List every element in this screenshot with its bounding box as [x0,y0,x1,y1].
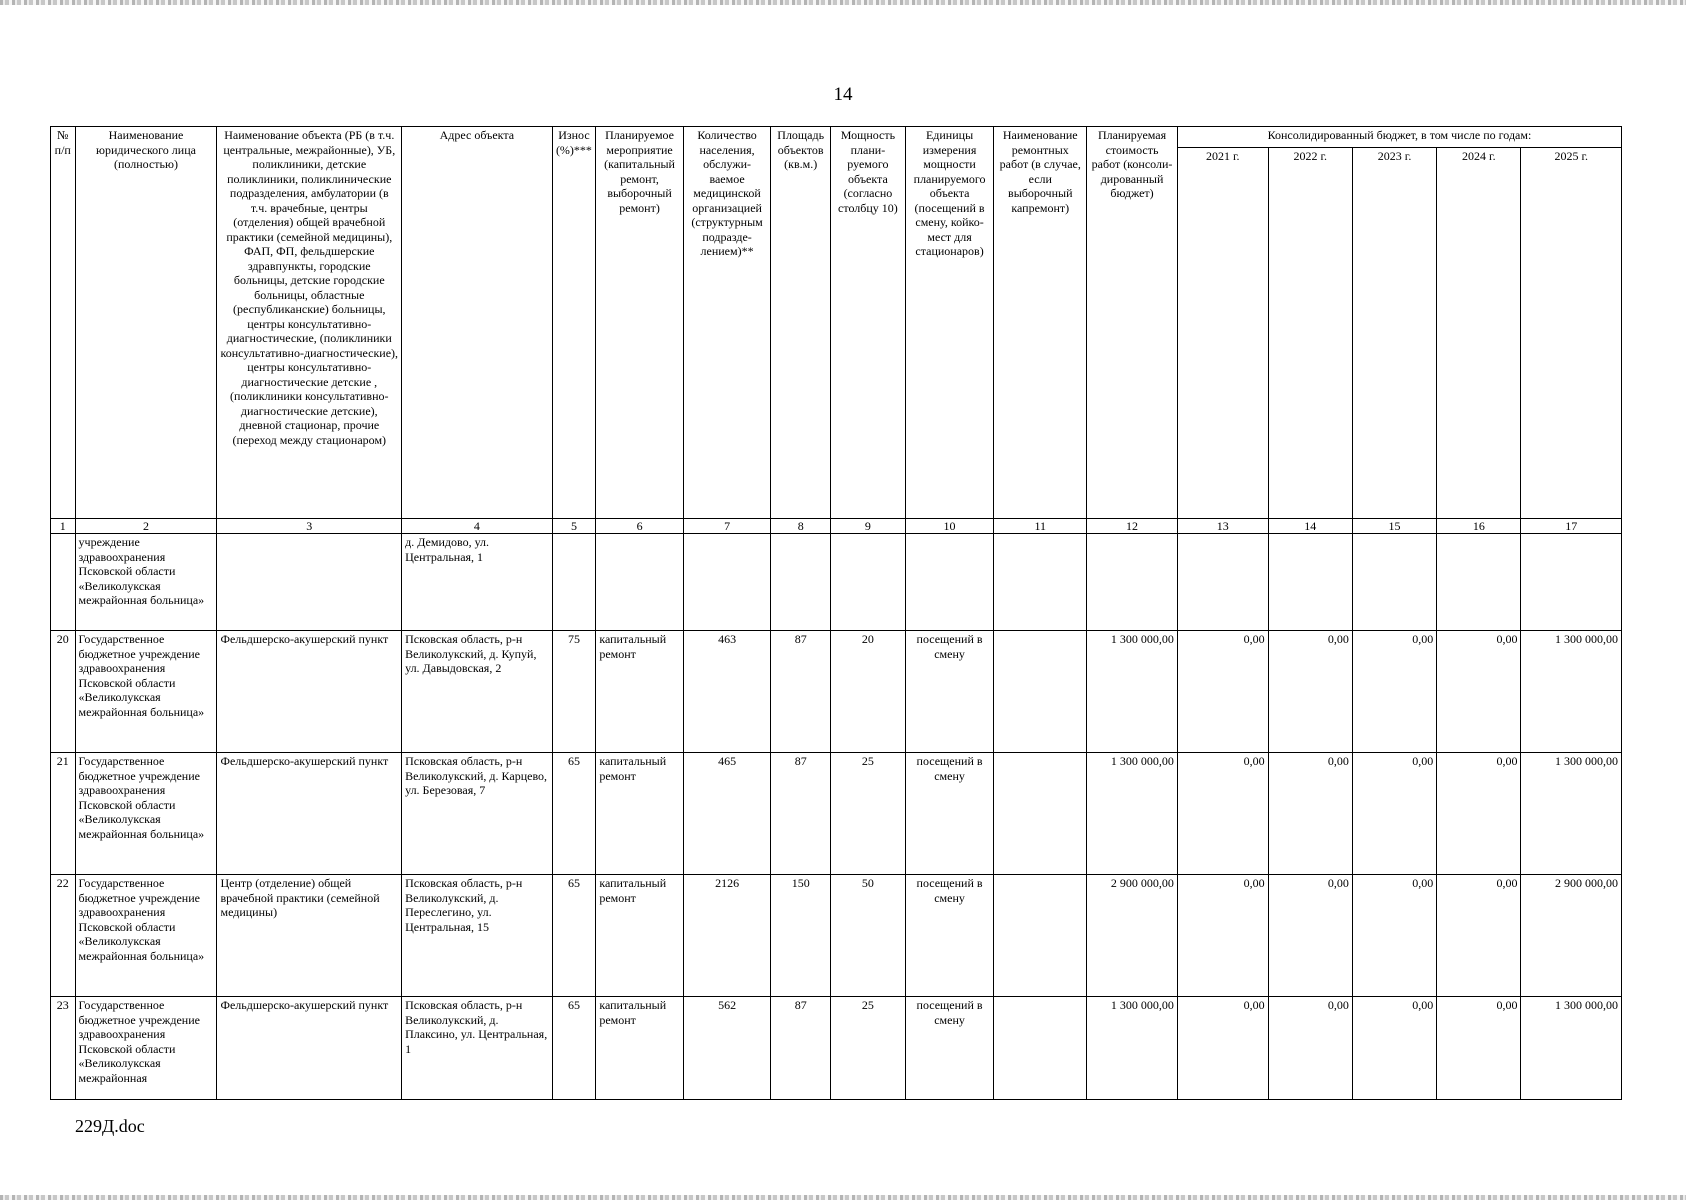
object-name-cell: Фельдшерско-акушерский пункт [217,753,402,875]
row-num: 20 [51,631,76,753]
column-number: 3 [217,519,402,534]
population-cell [683,534,771,631]
year-2022-cell: 0,00 [1268,631,1352,753]
investment-table [50,126,1622,1100]
population-cell: 562 [683,997,771,1100]
works-name-cell [994,631,1087,753]
cost-cell: 1 300 000,00 [1087,753,1178,875]
cost-cell: 2 900 000,00 [1087,875,1178,997]
wear-cell: 65 [552,997,596,1100]
units-cell: посещений в смену [905,997,994,1100]
year-2021-cell: 0,00 [1177,997,1268,1100]
address-cell: Псковская область, р-н Великолукский, д. Карцево, ул. Березовая, 7 [402,753,552,875]
capacity-cell: 25 [831,753,906,875]
year-2025-cell: 1 300 000,00 [1521,631,1622,753]
year-2023-cell [1352,534,1436,631]
works-name-cell [994,534,1087,631]
col-header-year-2023: 2023 г. [1352,148,1436,519]
column-number: 7 [683,519,771,534]
row-num: 23 [51,997,76,1100]
column-number: 10 [905,519,994,534]
year-2025-cell: 2 900 000,00 [1521,875,1622,997]
page-number: 14 [833,84,853,105]
capacity-cell: 20 [831,631,906,753]
year-2025-cell [1521,534,1622,631]
area-cell [771,534,831,631]
column-number: 12 [1087,519,1178,534]
column-number: 1 [51,519,76,534]
col-header-area: Площадь объектов (кв.м.) [771,127,831,519]
row-num: 22 [51,875,76,997]
planned-event-cell: капитальный ремонт [596,997,684,1100]
year-2021-cell [1177,534,1268,631]
column-number-row [51,519,1622,534]
planned-event-cell: капитальный ремонт [596,875,684,997]
col-header-budget-group: Консолидированный бюджет, в том числе по годам: [1177,127,1621,148]
object-name-cell [217,534,402,631]
scan-edge-bottom [0,1195,1686,1200]
column-number: 4 [402,519,552,534]
units-cell: посещений в смену [905,875,994,997]
column-number: 17 [1521,519,1622,534]
planned-event-cell: капитальный ремонт [596,631,684,753]
units-cell: посещений в смену [905,631,994,753]
year-2022-cell: 0,00 [1268,753,1352,875]
column-number: 9 [831,519,906,534]
area-cell: 87 [771,997,831,1100]
col-header-works-name: Наименование ремонтных работ (в случае, если выборочный капремонт) [994,127,1087,519]
wear-cell: 75 [552,631,596,753]
year-2024-cell: 0,00 [1437,631,1521,753]
column-number: 2 [75,519,217,534]
object-name-cell: Фельдшерско-акушерский пункт [217,631,402,753]
area-cell: 87 [771,753,831,875]
col-header-units: Единицы измерения мощности планируемого объекта (посещений в смену, койко-мест для стационаров) [905,127,994,519]
address-cell: Псковская область, р-н Великолукский, д. Переслегино, ул. Центральная, 15 [402,875,552,997]
column-number: 13 [1177,519,1268,534]
year-2025-cell: 1 300 000,00 [1521,753,1622,875]
wear-cell [552,534,596,631]
year-2024-cell [1437,534,1521,631]
column-number: 6 [596,519,684,534]
col-header-wear: Износ (%)*** [552,127,596,519]
header-row-1 [51,127,1622,148]
column-number: 5 [552,519,596,534]
row-num [51,534,76,631]
population-cell: 2126 [683,875,771,997]
year-2023-cell: 0,00 [1352,875,1436,997]
address-cell: д. Демидово, ул. Центральная, 1 [402,534,552,631]
cost-cell [1087,534,1178,631]
units-cell [905,534,994,631]
address-cell: Псковская область, р-н Великолукский, д. Купуй, ул. Давыдовская, 2 [402,631,552,753]
capacity-cell [831,534,906,631]
col-header-population: Количество населения, обслужи-ваемое медицинской организацией (структурным подразде-лением)** [683,127,771,519]
col-header-cost: Планируемая стоимость работ (консоли-дированный бюджет) [1087,127,1178,519]
legal-entity-cell: Государственное бюджетное учреждение здравоохранения Псковской области «Великолукская межрайонная больница» [75,753,217,875]
col-header-num: № п/п [51,127,76,519]
population-cell: 463 [683,631,771,753]
table-row [51,875,1622,997]
object-name-cell: Центр (отделение) общей врачебной практики (семейной медицины) [217,875,402,997]
column-number: 8 [771,519,831,534]
legal-entity-cell: Государственное бюджетное учреждение здравоохранения Псковской области «Великолукская межрайонная больница» [75,631,217,753]
table-row [51,631,1622,753]
capacity-cell: 50 [831,875,906,997]
col-header-legal-entity: Наименование юридического лица (полностью) [75,127,217,519]
row-num: 21 [51,753,76,875]
col-header-planned-event: Планируемое мероприятие (капитальный ремонт, выборочный ремонт) [596,127,684,519]
works-name-cell [994,875,1087,997]
address-cell: Псковская область, р-н Великолукский, д. Плаксино, ул. Центральная, 1 [402,997,552,1100]
scan-edge-top [0,0,1686,5]
footer-file-name: 229Д.doc [75,1116,145,1136]
col-header-capacity: Мощность плани-руемого объекта (согласно столбцу 10) [831,127,906,519]
column-number: 11 [994,519,1087,534]
planned-event-cell: капитальный ремонт [596,753,684,875]
col-header-address: Адрес объекта [402,127,552,519]
legal-entity-cell: учреждение здравоохранения Псковской области «Великолукская межрайонная больница» [75,534,217,631]
works-name-cell [994,997,1087,1100]
population-cell: 465 [683,753,771,875]
year-2021-cell: 0,00 [1177,875,1268,997]
table-row [51,753,1622,875]
year-2024-cell: 0,00 [1437,875,1521,997]
column-number: 14 [1268,519,1352,534]
col-header-object-name: Наименование объекта (РБ (в т.ч. центральные, межрайонные), УБ, поликлиники, детские поликлиники, поликлинические подразделения, амбулатории (в т.ч. врачебные, центры (отделения) общей врачебной практики (семейной медицины), ФАП, ФП, фельдшерские здравпункты, городские больницы, детские городские больницы, областные (республиканские) больницы, центры консультативно-диагностические, (поликлиники консультативно-диагностические), центры консультативно-диагностические детские , (поликлиники консультативно-диагностические детские), дневной стационар, прочие (переход между стационаром) [217,127,402,519]
column-number: 15 [1352,519,1436,534]
area-cell: 150 [771,875,831,997]
capacity-cell: 25 [831,997,906,1100]
works-name-cell [994,753,1087,875]
col-header-year-2021: 2021 г. [1177,148,1268,519]
legal-entity-cell: Государственное бюджетное учреждение здравоохранения Псковской области «Великолукская межрайонная больница» [75,875,217,997]
year-2022-cell [1268,534,1352,631]
year-2024-cell: 0,00 [1437,997,1521,1100]
year-2021-cell: 0,00 [1177,753,1268,875]
wear-cell: 65 [552,753,596,875]
table-row [51,997,1622,1100]
year-2023-cell: 0,00 [1352,997,1436,1100]
col-header-year-2022: 2022 г. [1268,148,1352,519]
col-header-year-2024: 2024 г. [1437,148,1521,519]
year-2021-cell: 0,00 [1177,631,1268,753]
area-cell: 87 [771,631,831,753]
wear-cell: 65 [552,875,596,997]
year-2023-cell: 0,00 [1352,631,1436,753]
table-row [51,534,1622,631]
year-2022-cell: 0,00 [1268,875,1352,997]
column-number: 16 [1437,519,1521,534]
year-2022-cell: 0,00 [1268,997,1352,1100]
col-header-year-2025: 2025 г. [1521,148,1622,519]
cost-cell: 1 300 000,00 [1087,997,1178,1100]
planned-event-cell [596,534,684,631]
year-2025-cell: 1 300 000,00 [1521,997,1622,1100]
units-cell: посещений в смену [905,753,994,875]
legal-entity-cell: Государственное бюджетное учреждение здравоохранения Псковской области «Великолукская межрайонная [75,997,217,1100]
cost-cell: 1 300 000,00 [1087,631,1178,753]
year-2023-cell: 0,00 [1352,753,1436,875]
object-name-cell: Фельдшерско-акушерский пункт [217,997,402,1100]
year-2024-cell: 0,00 [1437,753,1521,875]
